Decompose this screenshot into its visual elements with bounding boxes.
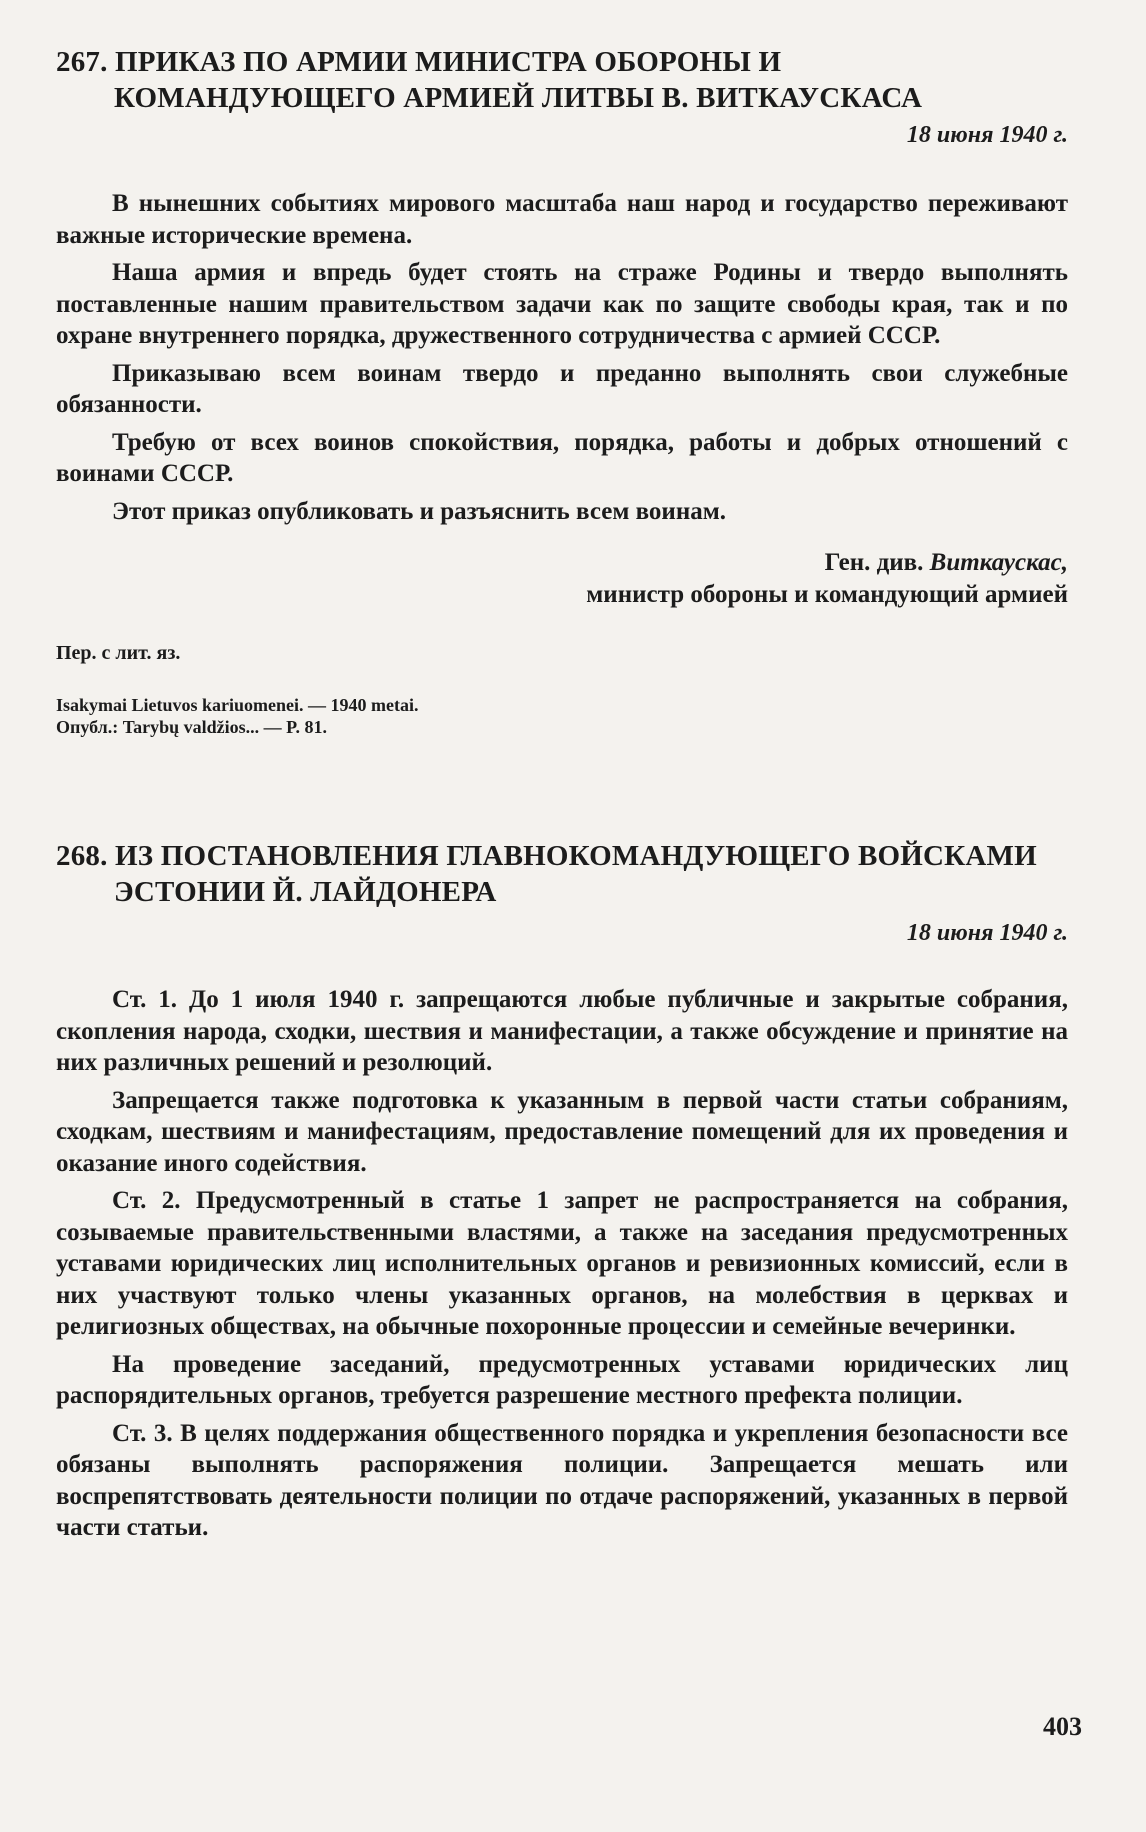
doc-267-date: 18 июня 1940 г.	[906, 122, 1068, 148]
doc-267-title: 267. ПРИКАЗ ПО АРМИИ МИНИСТРА ОБОРОНЫ И КОМАНДУЮЩЕГО АРМИЕЙ ЛИТВЫ В. ВИТКАУСКАСА	[56, 46, 923, 114]
doc-268-paragraph-5: Ст. 3. В целях поддержания общественного порядка и укрепления безопасности все обязаны выполнять распоряжения полиции. Запрещается мешать или воспрепятствовать деятельности полиции по отдаче распоряжений, указанных в первой части статьи.	[56, 1419, 1068, 1541]
doc-267-signature-position: министр обороны и командующий армией	[586, 580, 1068, 608]
document-page	[56, 44, 1068, 1550]
doc-267-paragraph-4: Требую от всех воинов спокойствия, порядка, работы и добрых отношений с воинами СССР.	[56, 428, 1068, 487]
source-line-1: Isakymai Lietuvos kariuomenei. — 1940 metai.	[56, 695, 419, 715]
source-line-2: Опубл.: Tarybų valdžios... — P. 81.	[56, 717, 327, 737]
doc-267-paragraph-1: В нынешних событиях мирового масштаба наш народ и государство переживают важные исторические времена.	[56, 190, 1068, 249]
doc-268-date: 18 июня 1940 г.	[906, 920, 1068, 946]
doc-267-signature	[56, 547, 1068, 579]
doc-268-title: 268. ИЗ ПОСТАНОВЛЕНИЯ ГЛАВНОКОМАНДУЮЩЕГО ВОЙСКАМИ ЭСТОНИИ Й. ЛАЙДОНЕРА	[56, 840, 1037, 908]
doc-268-paragraph-4: На проведение заседаний, предусмотренных уставами юридических лиц распорядительных органов, требуется разрешение местного префекта полиции.	[56, 1350, 1068, 1409]
doc-267-paragraph-3: Приказываю всем воинам твердо и преданно выполнять свои служебные обязанности.	[56, 359, 1068, 418]
page-number: 403	[1043, 1712, 1082, 1741]
signature-rank: Ген. див.	[824, 549, 924, 576]
doc-268-paragraph-1: Ст. 1. До 1 июля 1940 г. запрещаются любые публичные и закрытые собрания, скопления народа, сходки, шествия и манифестации, а также обсуждение и принятие на них различных решений и резолюций.	[56, 986, 1068, 1076]
signature-name: Виткаускас,	[929, 549, 1068, 576]
doc-268-paragraph-2: Запрещается также подготовка к указанным в первой части статьи собраниям, сходкам, шествиям и манифестациям, предоставление помещений для их проведения и оказание иного содействия.	[56, 1086, 1068, 1177]
translation-note: Пер. с лит. яз.	[56, 642, 181, 664]
doc-267-paragraph-5: Этот приказ опубликовать и разъяснить всем воинам.	[112, 497, 727, 525]
doc-267-paragraph-2: Наша армия и впредь будет стоять на страже Родины и твердо выполнять поставленные нашим правительством задачи как по защите свободы края, так и по охране внутреннего порядка, дружественного сотрудничества с армией СССР.	[56, 259, 1068, 349]
doc-268-paragraph-3: Ст. 2. Предусмотренный в статье 1 запрет не распространяется на собрания, созываемые правительственными властями, а также на заседания предусмотренных уставами юридических лиц исполнительных органов и ревизионных комиссий, если в них участвуют только члены указанных органов, на молебствия в церквах и религиозных обществах, на обычные похоронные процессии и семейные вечеринки.	[56, 1187, 1068, 1340]
